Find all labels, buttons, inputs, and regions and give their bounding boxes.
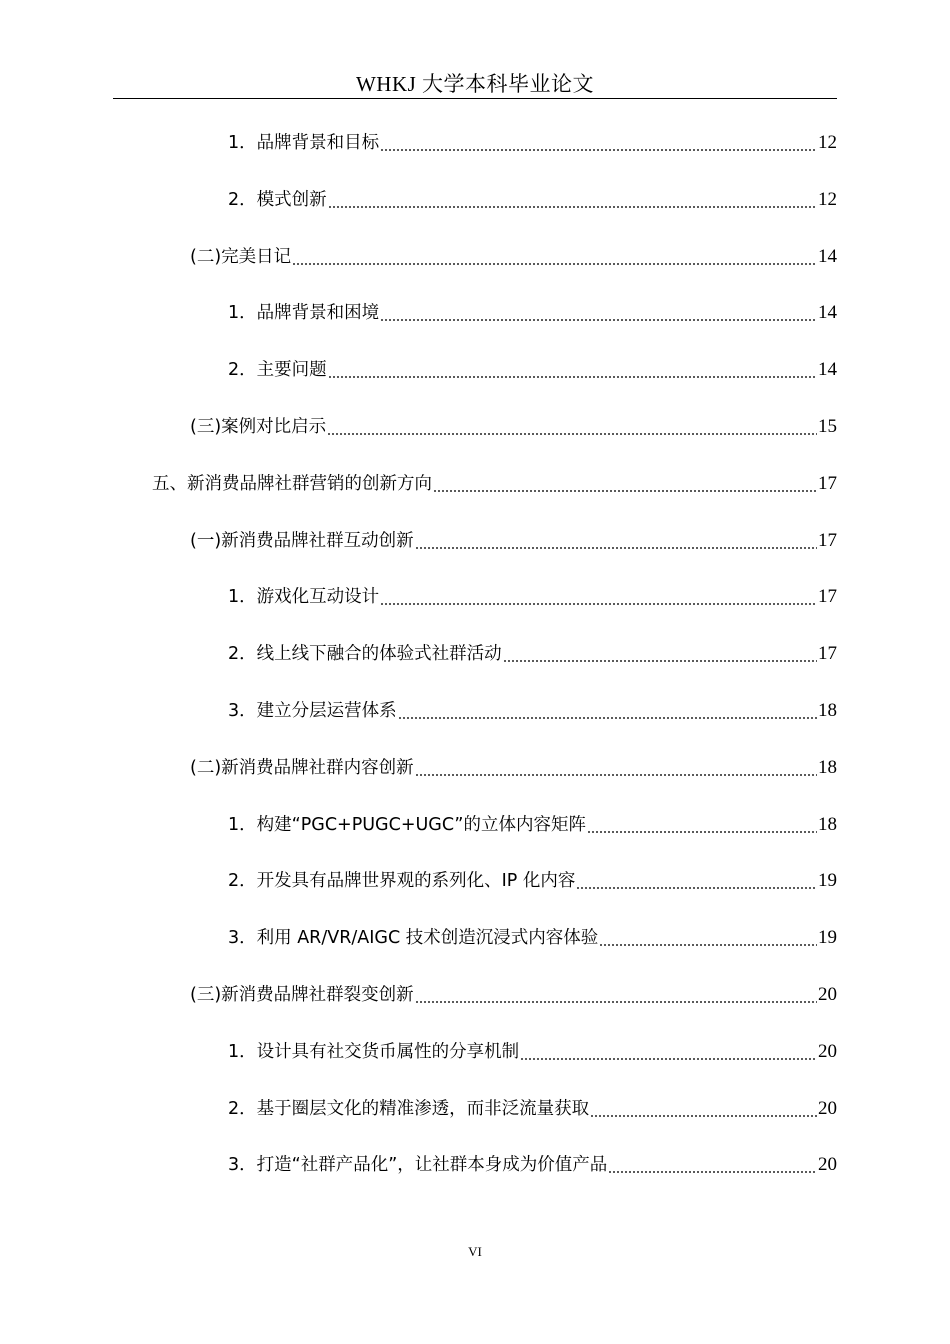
toc-entry-label: 3．建立分层运营体系 (228, 701, 397, 721)
toc-entry[interactable] (152, 466, 837, 496)
toc-entry-label: 1．设计具有社交货币属性的分享机制 (228, 1041, 520, 1062)
toc-entry-page-number: 14 (818, 359, 837, 381)
dot-leader (380, 585, 817, 609)
toc-entry[interactable] (228, 295, 837, 325)
toc-entry-page-number: 18 (818, 700, 837, 721)
dot-leader (398, 699, 817, 723)
toc-entry-page-number: 17 (818, 586, 837, 608)
dot-leader (380, 131, 817, 155)
dot-leader (520, 1040, 817, 1064)
dot-leader (415, 756, 817, 780)
toc-entry[interactable] (228, 1147, 837, 1177)
toc-entry-label: 1．品牌背景和目标 (228, 133, 380, 153)
toc-entry-page-number: 12 (818, 188, 837, 210)
dot-leader (327, 415, 817, 439)
toc-entry-page-number: 19 (818, 927, 837, 949)
toc-entry-page-number: 18 (818, 813, 837, 835)
toc-entry-page-number: 14 (818, 302, 837, 324)
toc-entry-page-number: 19 (818, 870, 837, 892)
toc-entry[interactable] (228, 807, 837, 837)
toc-entry[interactable] (228, 1034, 837, 1064)
running-header: WHKJ 大学本科毕业论文 (355, 72, 595, 96)
toc-entry-label: 2．线上线下融合的体验式社群活动 (228, 644, 502, 665)
dot-leader (433, 472, 817, 496)
toc-entry[interactable] (228, 1091, 837, 1121)
toc-entry[interactable] (190, 523, 837, 553)
toc-entry-label: 3．打造“社群产品化”，让社群本身成为价值产品 (228, 1155, 608, 1176)
toc-entry[interactable] (228, 352, 837, 382)
dot-leader (415, 983, 817, 1007)
dot-leader (328, 358, 817, 382)
toc-entry-page-number: 18 (818, 756, 837, 778)
toc-entry-label: 1．构建“PGC+PUGC+UGC”的立体内容矩阵 (228, 814, 586, 835)
dot-leader (599, 926, 817, 950)
dot-leader (587, 813, 817, 837)
toc-entry-label: 1．品牌背景和困境 (228, 303, 380, 324)
dot-leader (608, 1153, 817, 1177)
toc-entry-label: (二)新消费品牌社群内容创新 (190, 757, 414, 778)
toc-entry-page-number: 17 (818, 643, 837, 665)
toc-entry-label: (一)新消费品牌社群互动创新 (190, 530, 414, 551)
dot-leader (503, 642, 817, 666)
toc-entry-label: 2．模式创新 (228, 189, 327, 210)
toc-entry-page-number: 20 (818, 984, 837, 1005)
toc-entry-label: 2．开发具有品牌世界观的系列化、IP 化内容 (228, 871, 576, 892)
toc-entry[interactable] (228, 182, 837, 212)
toc-entry-page-number: 20 (818, 1154, 837, 1176)
toc-entry-page-number: 20 (818, 1040, 837, 1062)
toc-entry-page-number: 17 (818, 472, 837, 494)
toc-entry-label: (三)新消费品牌社群裂变创新 (190, 985, 414, 1005)
toc-entry-page-number: 15 (818, 416, 837, 437)
toc-entry[interactable] (228, 579, 837, 609)
toc-entry[interactable] (228, 125, 837, 155)
dot-leader (380, 301, 817, 325)
toc-entry[interactable] (190, 750, 837, 780)
toc-entry[interactable] (228, 863, 837, 893)
toc-entry-label: 3．利用 AR/VR/AIGC 技术创造沉浸式内容体验 (228, 928, 599, 949)
toc-entry[interactable] (228, 693, 837, 723)
toc-entry-label: 2．基于圈层文化的精准渗透，而非泛流量获取 (228, 1098, 590, 1119)
toc-entry-label: 2．主要问题 (228, 360, 327, 381)
dot-leader (590, 1097, 817, 1121)
header-divider (113, 98, 837, 99)
toc-entry[interactable] (190, 409, 837, 439)
toc-entry-page-number: 17 (818, 529, 837, 551)
dot-leader (415, 529, 817, 553)
toc-entry[interactable] (190, 239, 837, 269)
toc-entry[interactable] (228, 920, 837, 950)
toc-entry-label: (三)案例对比启示 (190, 417, 327, 437)
toc-entry-page-number: 14 (818, 245, 837, 267)
toc-entry-page-number: 12 (818, 132, 837, 153)
toc-entry[interactable] (190, 977, 837, 1007)
dot-leader (292, 245, 817, 269)
dot-leader (576, 869, 817, 893)
toc-entry-page-number: 20 (818, 1097, 837, 1119)
toc-entry[interactable] (228, 636, 837, 666)
toc-entry-label: 1．游戏化互动设计 (228, 587, 380, 608)
page-number: VI (468, 1244, 482, 1259)
dot-leader (328, 188, 817, 212)
toc-entry-label: (二)完美日记 (190, 246, 292, 267)
toc-entry-label: 五、新消费品牌社群营销的创新方向 (152, 473, 432, 494)
